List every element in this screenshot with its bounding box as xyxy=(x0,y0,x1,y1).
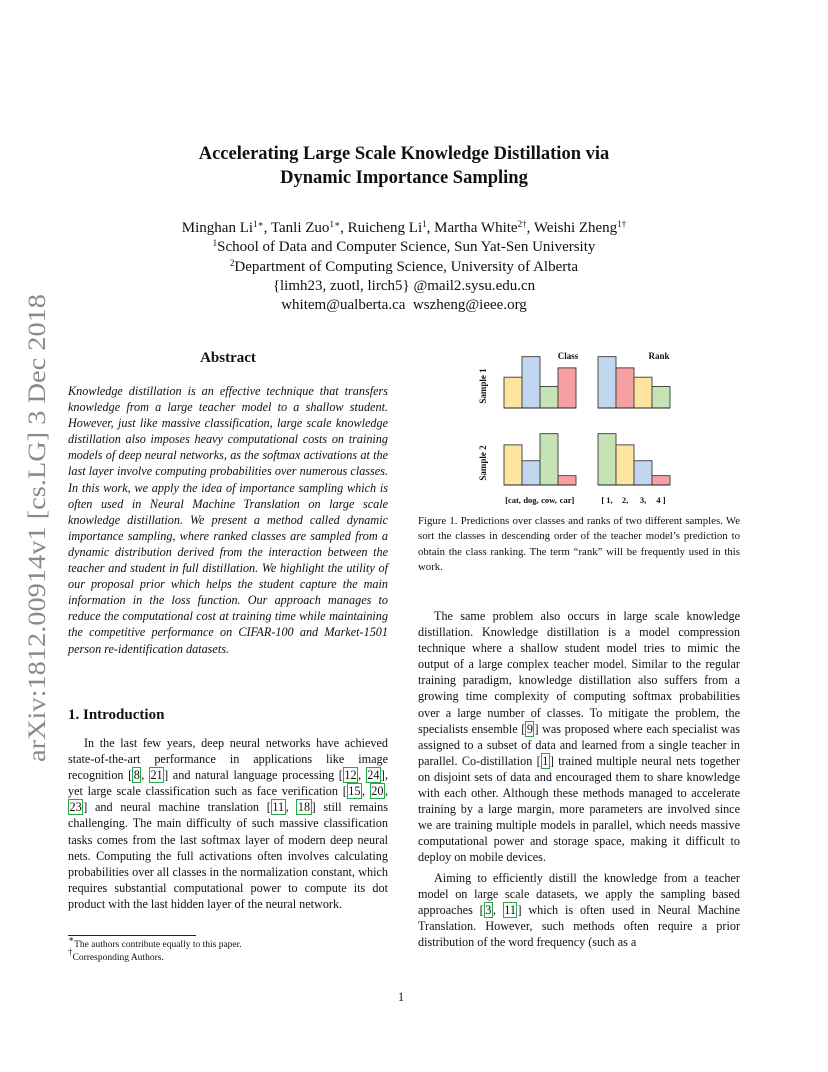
author-name: Tanli Zuo xyxy=(270,220,330,236)
introduction-body xyxy=(68,735,388,912)
bar-sample1-class-cat xyxy=(504,377,522,408)
citation-link[interactable]: 24 xyxy=(367,768,380,783)
x-tick-label: [ 1, xyxy=(601,495,613,505)
bar-sample1-class-car xyxy=(558,368,576,408)
bar-sample2-rank-car xyxy=(652,476,670,485)
panel-label-rank: Rank xyxy=(648,351,670,361)
row-label-sample-2: Sample 2 xyxy=(478,445,488,481)
citation-link[interactable]: 20 xyxy=(371,784,384,799)
abstract-heading: Abstract xyxy=(200,350,256,366)
bar-sample2-rank-dog xyxy=(634,461,652,485)
bar-sample1-rank-car xyxy=(616,368,634,408)
footnote-mark-corresponding: † xyxy=(68,947,73,957)
citation-link[interactable]: 8 xyxy=(133,768,140,783)
right-column-body xyxy=(418,608,740,950)
author-name: Minghan Li xyxy=(181,220,254,236)
bar-sample2-rank-cat xyxy=(616,445,634,485)
author-name: Ruicheng Li xyxy=(347,220,423,236)
figure-bars xyxy=(504,357,670,485)
affiliation-2-mark: 2 xyxy=(229,258,235,268)
author-affiliation-mark: 1 xyxy=(422,219,427,229)
panel-label-class: Class xyxy=(557,351,579,361)
bar-sample2-class-cow xyxy=(540,434,558,485)
right-paragraph-1: The same problem also occurs in large scale knowledge distillation. Knowledge distillation is a model compression technique where a shallow student model tries to mimic the output of a large complex teacher model. Similar to the regular training paradigm, knowledge distillation also suffers from a growing time complexity of computing softmax probabilities over a large number of classes. To mitigate the problem, the specialists ensemble [ 9 ] was proposed where each specialist was assigned to a subset of data and learned from a single teacher in parallel. Co-distillation [ 1 ] trained multiple neural nets together on disjoint sets of data and encouraged them to share knowledge with each other. Although these methods managed to accelerate training by a large margin, more parameters are involved since we are training multiple models in parallel, which needs massive computational power and storage space, making it difficult to deploy on mobile devices. xyxy=(418,609,741,865)
arxiv-stamp xyxy=(14,292,54,762)
citation-link[interactable]: 11 xyxy=(272,800,285,815)
affiliation-2-text: Department of Computing Science, University of Alberta xyxy=(234,259,579,275)
bar-sample1-rank-cow xyxy=(652,387,670,408)
bar-sample1-class-cow xyxy=(540,387,558,408)
citation-link[interactable]: 1 xyxy=(542,753,549,768)
citation-link[interactable]: 9 xyxy=(526,721,533,736)
citation-link[interactable]: 23 xyxy=(69,800,82,815)
title-line-2: Dynamic Importance Sampling xyxy=(280,168,528,188)
citation-link[interactable]: 11 xyxy=(504,902,516,917)
affiliation-1-mark: 1 xyxy=(212,238,218,248)
author-affiliation-mark: 1† xyxy=(617,219,627,229)
page-number: 1 xyxy=(398,990,405,1004)
right-paragraph-2: Aiming to efficiently distill the knowledge from a teacher model on large scale datasets, we apply the sampling based approaches [ 3 , 11 ] which is often used in Neural Machine Translation. However, such methods often require a prior distribution of the word frequency (such as a xyxy=(418,870,740,949)
affiliation-1 xyxy=(90,238,718,257)
footnote-equal-contribution xyxy=(68,934,242,952)
figure-1-chart xyxy=(476,346,700,516)
figure-tick-labels xyxy=(505,495,666,505)
citation-link[interactable]: 3 xyxy=(485,902,492,917)
bar-sample2-rank-cow xyxy=(598,434,616,485)
footnote-mark-equal: ∗ xyxy=(68,934,75,944)
author-affiliation-mark: 1∗ xyxy=(329,219,341,229)
arxiv-id-label: arXiv:1812.00914v1 [cs.LG] 3 Dec 2018 xyxy=(24,349,51,762)
x-tick-label: cow, xyxy=(541,495,557,505)
x-tick-label: car] xyxy=(559,495,575,505)
author-name: Weishi Zheng xyxy=(533,220,618,236)
bar-sample1-class-dog xyxy=(522,357,540,408)
bar-sample2-class-cat xyxy=(504,445,522,485)
bar-sample2-class-dog xyxy=(522,461,540,485)
bar-sample2-class-car xyxy=(558,476,576,485)
section-heading-introduction: 1. Introduction xyxy=(68,707,165,723)
author-affiliation-mark: 1∗ xyxy=(253,219,264,229)
x-tick-label: [cat, xyxy=(505,495,521,505)
citation-link[interactable]: 18 xyxy=(297,800,311,815)
x-tick-label: dog, xyxy=(523,495,539,505)
author-name: Martha White xyxy=(434,220,518,236)
citation-link[interactable]: 21 xyxy=(150,768,163,783)
citation-link[interactable]: 15 xyxy=(348,784,361,799)
intro-paragraph-1: In the last few years, deep neural networks have achieved state-of-the-art performance in applications like image recognition [ 8 , 21 ] and natural language processing [ 12 , 24 ], yet large scale classification such as face verification [ 15 , 20 , 23 ] and neural machine translation [ 11 , 18 ] still remains challenging. The main difficulty of such massive classification tasks comes from the last softmax layer of modern deep neural nets. Computing the full activations often involves calculating probabilities over all classes in the normalization constant, which requires substantial computational power to compute its dot product with the last hidden layer of the neural network. xyxy=(68,736,389,911)
x-tick-label: 2, xyxy=(621,495,629,505)
footnote-text-equal: The authors contribute equally to this paper. xyxy=(74,940,242,950)
author-affiliation-mark: 2† xyxy=(517,219,527,229)
affiliation-2 xyxy=(90,258,718,277)
footnote-text-corresponding: Corresponding Authors. xyxy=(72,953,164,963)
figure-1-caption: Figure 1. Predictions over classes and ranks of two different samples. We sort the classes in descending order of the teacher model’s prediction to obtain the class ranking. The term “rank” will be frequently used in this work. xyxy=(418,515,740,573)
affiliation-1-text: School of Data and Computer Science, Sun Yat-Sen University xyxy=(217,239,596,255)
bar-sample1-rank-cat xyxy=(634,377,652,408)
author-list: Minghan $Li^{1∗}$, Tanli Zuo$^{1∗}$, Ruicheng Li$^1$, Martha White$^{2\dagger}$, Weishi Zheng$^{1\dagger}$ xyxy=(181,219,627,236)
footnote-corresponding-authors xyxy=(68,947,164,965)
bar-sample1-rank-dog xyxy=(598,357,616,408)
title-line-1: Accelerating Large Scale Knowledge Distillation via xyxy=(198,144,610,164)
emails-line-2: whitem@ualberta.ca wszheng@ieee.org xyxy=(281,297,527,313)
abstract-text: Knowledge distillation is an effective technique that transfers knowledge from a large teacher model to a shallow student. However, just like massive classification, large scale knowledge distillation also imposes heavy computational costs on training models of deep neural networks, as the softmax activations at the last layer involve computing probabilities over numerous classes. In this work, we apply the idea of importance sampling which is often used in Neural Machine Translation on large scale knowledge distillation. We present a method called dynamic importance sampling, where ranked classes are sampled from a dynamic distribution derived from the interaction between the teacher and student in full distillation. We highlight the utility of our proposal prior which helps the student capture the main information in the loss function. Our approach manages to reduce the computational cost at training time while maintaining the competitive performance on CIFAR-100 and Market-1501 person re-identification datasets. xyxy=(68,384,388,656)
paper-title xyxy=(90,142,718,190)
x-tick-label: 4 ] xyxy=(656,495,666,505)
x-tick-label: 3, xyxy=(639,495,647,505)
row-label-sample-1: Sample 1 xyxy=(478,368,488,404)
citation-link[interactable]: 12 xyxy=(344,768,357,783)
footnote-rule xyxy=(68,935,196,936)
emails-line-1: {limh23, zuotl, lirch5} @mail2.sysu.edu.cn xyxy=(272,278,536,294)
